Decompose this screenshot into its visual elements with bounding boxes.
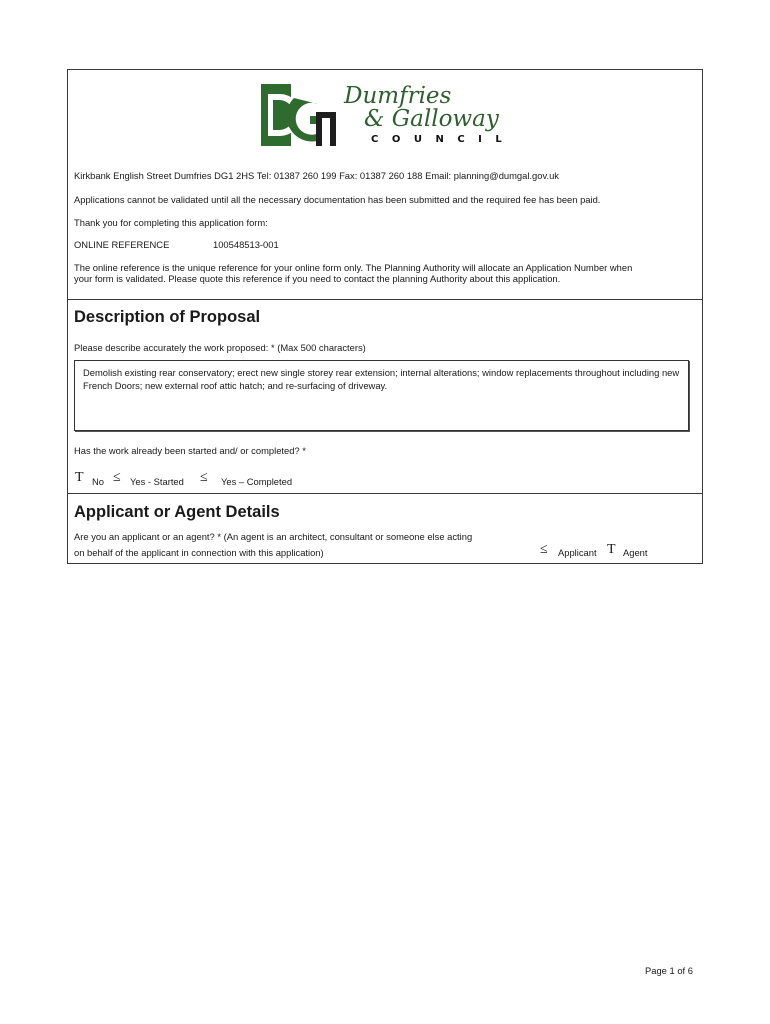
applicant-question-line-1: Are you an applicant or an agent? * (An agent is an architect, consultant or someone else acting — [74, 531, 473, 542]
thanks-text: Thank you for completing this application form: — [74, 217, 268, 228]
applicant-heading: Applicant or Agent Details — [74, 503, 280, 521]
radio-yes-started-mark-icon[interactable]: ≤ — [113, 470, 121, 485]
validation-notice: Applications cannot be validated until all the necessary documentation has been submitted and the required fee has been paid. — [74, 194, 601, 205]
section-divider — [67, 493, 703, 494]
radio-agent-mark-icon[interactable]: T — [607, 542, 616, 557]
dg-emblem-icon — [260, 82, 338, 148]
radio-applicant-label: Applicant — [558, 547, 597, 558]
proposal-textbox[interactable]: Demolish existing rear conservatory; erect new single storey rear extension; internal alterations; window replacements throughout including new French Doors; new external roof attic hatch; and re-surfacing of driveway. — [74, 360, 689, 431]
reference-note-line-2: your form is validated. Please quote this reference if you need to contact the planning Authority about this application. — [74, 273, 561, 284]
radio-no-mark-icon[interactable]: T — [75, 470, 84, 485]
radio-agent-label: Agent — [623, 547, 648, 558]
radio-yes-completed-mark-icon[interactable]: ≤ — [200, 470, 208, 485]
radio-yes-started-label: Yes - Started — [130, 476, 184, 487]
description-heading: Description of Proposal — [74, 308, 261, 326]
page-number: Page 1 of 6 — [645, 965, 693, 976]
applicant-question-line-2: on behalf of the applicant in connection with this application) — [74, 547, 324, 558]
logo-line-1: Dumfries — [344, 83, 452, 109]
reference-note-line-1: The online reference is the unique reference for your online form only. The Planning Authority will allocate an Application Number when — [74, 262, 633, 273]
radio-yes-completed-label: Yes – Completed — [221, 476, 293, 487]
online-reference-label: ONLINE REFERENCE — [74, 239, 170, 250]
logo-line-2: & Galloway — [364, 106, 499, 132]
radio-no-label: No — [92, 476, 104, 487]
started-question: Has the work already been started and/ or completed? * — [74, 445, 306, 456]
online-reference-value: 100548513-001 — [213, 239, 279, 250]
logo-council: COUNCIL — [371, 134, 516, 145]
description-prompt: Please describe accurately the work proposed: * (Max 500 characters) — [74, 342, 366, 353]
address-line: Kirkbank English Street Dumfries DG1 2HS Tel: 01387 260 199 Fax: 01387 260 188 Email: planning@dumgal.gov.uk — [74, 170, 559, 181]
council-logo — [260, 82, 516, 150]
radio-applicant-mark-icon[interactable]: ≤ — [540, 542, 548, 557]
section-divider — [67, 299, 703, 300]
